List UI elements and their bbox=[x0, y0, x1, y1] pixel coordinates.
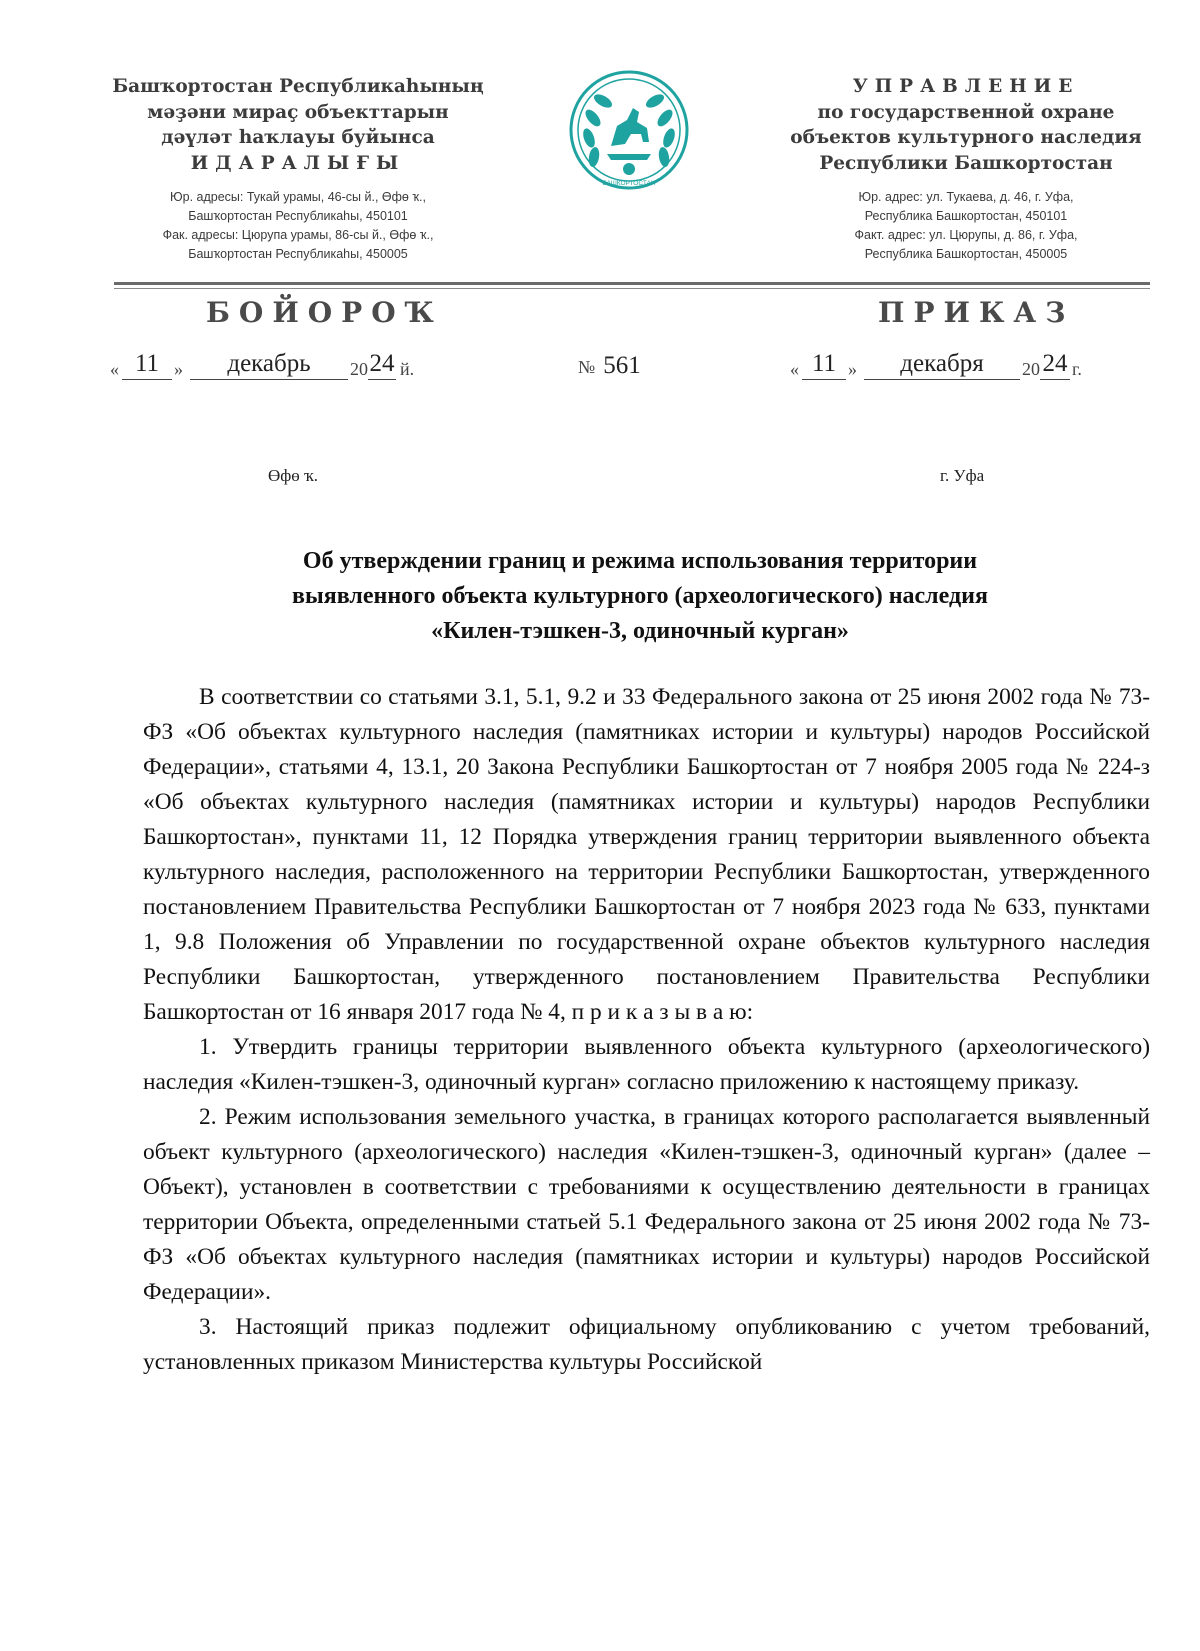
address-line: Факт. адрес: ул. Цюрупы, д. 86, г. Уфа, bbox=[854, 228, 1078, 242]
letterhead-right bbox=[762, 74, 1170, 264]
agency-name-line: объектов культурного наследия bbox=[790, 127, 1142, 148]
address-line: Юр. адрес: ул. Тукаева, д. 46, г. Уфа, bbox=[858, 190, 1074, 204]
date-year-prefix: 20 bbox=[1022, 359, 1040, 379]
clause-paragraph: 2. Режим использования земельного участка, в границах которого располагается выявленный объект культурного (археологического) наследия «Килен-тэшкен-3, одиночный курган» (далее – Объект), установлен в соответствии с требованиями к осуществлению деятельности в границах территории Объекта, определенными статьей 5.1 Федерального закона от 25 июня 2002 года № 73-ФЗ «Об объектах культурного наследия (памятниках истории и культуры) народов Российской Федерации». bbox=[143, 1104, 1150, 1305]
date-year-word: г. bbox=[1072, 359, 1082, 379]
agency-name-line: по государственной охране bbox=[817, 101, 1115, 123]
title-line: выявленного объекта культурного (археологического) наследия bbox=[292, 583, 988, 609]
order-title bbox=[140, 544, 1140, 649]
emblem-caption: БАШКОРТОСТАН bbox=[602, 180, 656, 187]
clause-paragraph: 3. Настоящий приказ подлежит официальному опубликованию с учетом требований, установленных приказом Министерства культуры Российской bbox=[143, 1314, 1150, 1375]
date-month: декабрь bbox=[190, 349, 348, 380]
agency-name-line: мәҙәни мираҫ объекттарын bbox=[147, 101, 449, 123]
agency-name-russian bbox=[762, 74, 1170, 176]
clause-paragraph: 1. Утвердить границы территории выявленного объекта культурного (археологического) наследия «Килен-тэшкен-3, одиночный курган» согласно приложению к настоящему приказу. bbox=[143, 1034, 1150, 1095]
agency-name-line: УПРАВЛЕНИЕ bbox=[852, 76, 1080, 97]
order-number-value: 561 bbox=[603, 352, 641, 379]
address-line: Республика Башкортостан, 450101 bbox=[864, 209, 1068, 223]
title-line: «Килен-тэшкен-3, одиночный курган» bbox=[431, 618, 849, 644]
address-line: Юр. адресы: Тукай урамы, 46-сы й., Өфө ҡ., bbox=[170, 190, 426, 204]
date-russian bbox=[790, 352, 1140, 386]
date-day: 11 bbox=[122, 349, 172, 380]
bashkortostan-coat-of-arms-icon bbox=[567, 68, 691, 196]
order-number bbox=[578, 352, 641, 380]
heading-bashkir: БОЙОРОҠ bbox=[206, 296, 443, 329]
title-line: Об утверждении границ и режима использования территории bbox=[302, 548, 978, 574]
date-day: 11 bbox=[802, 349, 846, 380]
date-year-suffix: 24 bbox=[1040, 349, 1070, 380]
agency-address-bashkir bbox=[88, 188, 508, 264]
date-bashkir bbox=[110, 352, 440, 386]
date-close-quote: » bbox=[174, 359, 183, 379]
agency-address-russian bbox=[762, 188, 1170, 264]
letterhead-divider bbox=[114, 282, 1150, 285]
date-month: декабря bbox=[864, 349, 1020, 380]
agency-name-line: дәүләт һаҡлауы буйынса bbox=[161, 127, 435, 148]
date-close-quote: » bbox=[848, 359, 857, 379]
letterhead-left bbox=[88, 74, 508, 264]
address-line: Фак. адресы: Цюрупа урамы, 86-сы й., Өфө ҡ., bbox=[162, 228, 434, 242]
agency-name-bashkir bbox=[88, 74, 508, 176]
address-line: Башҡортостан Республикаһы, 450005 bbox=[188, 247, 408, 261]
date-year-suffix: 24 bbox=[368, 349, 396, 380]
heading-russian: ПРИКАЗ bbox=[878, 296, 1075, 329]
city-bashkir: Өфө ҡ. bbox=[268, 466, 319, 485]
date-open-quote: « bbox=[790, 359, 799, 379]
date-open-quote: « bbox=[110, 359, 119, 379]
number-sign: № bbox=[578, 357, 596, 377]
address-line: Республика Башкортостан, 450005 bbox=[864, 247, 1068, 261]
preamble-paragraph: В соответствии со статьями 3.1, 5.1, 9.2 и 33 Федерального закона от 25 июня 2002 года № 73-ФЗ «Об объектах культурного наследия (памятниках истории и культуры) народов Российской Федерации», статьями 4, 13.1, 20 Закона Республики Башкортостан от 7 ноября 2005 года № 224-з «Об объектах культурного наследия (памятниках истории и культуры) народов Республики Башкортостан», пунктами 11, 12 Порядка утверждения границ территории выявленного объекта культурного наследия, расположенного на территории Республики Башкортостан, утвержденного постановлением Правительства Республики Башкортостан от 7 ноября 2023 года № 633, пунктами 1, 9.8 Положения об Управлении по государственной охране объектов культурного наследия Республики Башкортостан, утвержденного постановлением Правительства Республики Башкортостан от 16 января 2017 года № 4, п р и к а з ы в а ю: bbox=[143, 684, 1150, 1025]
agency-name-line: Башҡортостан Республикаһының bbox=[112, 76, 484, 97]
city-russian: г. Уфа bbox=[940, 466, 985, 485]
date-year-word: й. bbox=[400, 359, 415, 379]
letterhead-divider-thin bbox=[114, 288, 1150, 289]
agency-name-line: Республики Башкортостан bbox=[819, 152, 1113, 174]
order-body bbox=[143, 680, 1150, 1380]
agency-name-line: ИДАРАЛЫҒЫ bbox=[190, 152, 406, 174]
date-year-prefix: 20 bbox=[350, 359, 368, 379]
address-line: Башҡортостан Республикаһы, 450101 bbox=[188, 209, 408, 223]
